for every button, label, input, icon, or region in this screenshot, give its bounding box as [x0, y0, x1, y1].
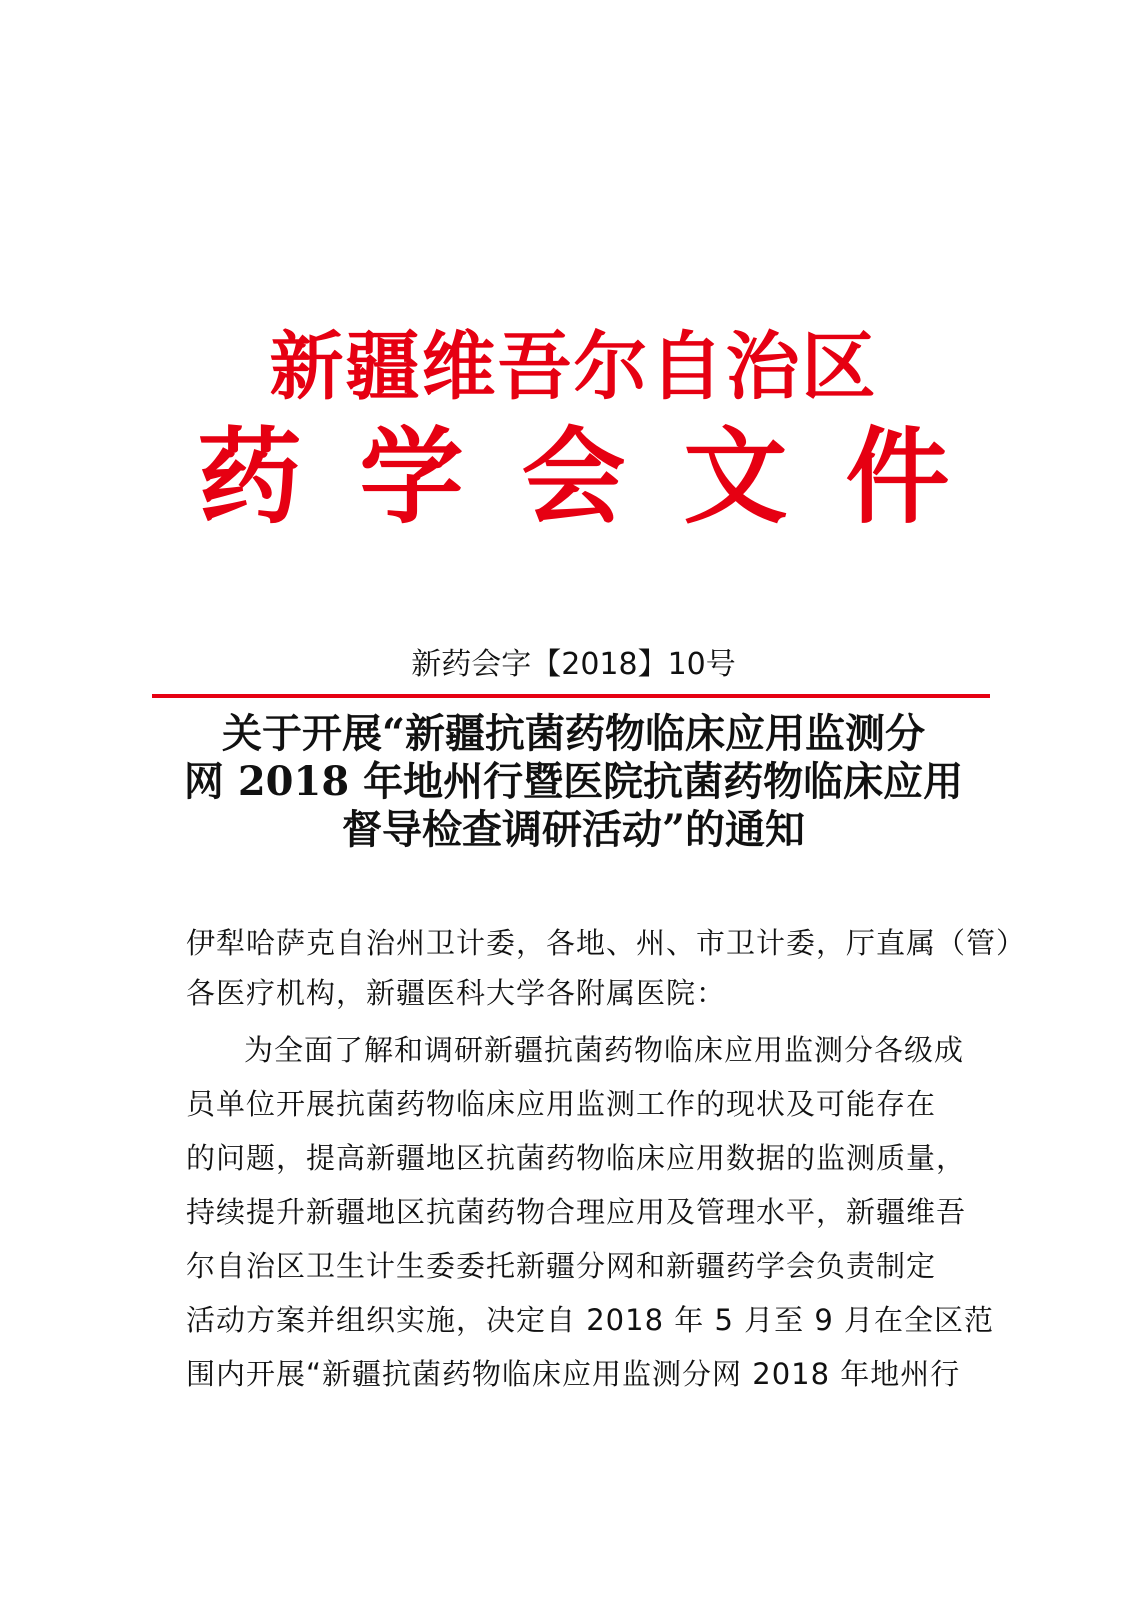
body-line: 为全面了解和调研新疆抗菌药物临床应用监测分各级成: [244, 1033, 965, 1067]
body-line: 的问题，提高新疆地区抗菌药物临床应用数据的监测质量，: [186, 1141, 967, 1175]
document-type-heading: 药学会文件: [197, 415, 1008, 538]
issuing-organization: 新疆维吾尔自治区: [269, 324, 878, 410]
body-line: 围内开展“新疆抗菌药物临床应用监测分网 2018 年地州行: [186, 1357, 961, 1391]
notice-title: [150, 710, 997, 854]
red-divider: [152, 694, 990, 698]
body-paragraph: [186, 1023, 995, 1401]
body-line: 尔自治区卫生计生委委托新疆分网和新疆药学会负责制定: [186, 1249, 937, 1283]
salutation-line: 各医疗机构，新疆医科大学各附属医院：: [186, 976, 727, 1010]
body-line: 员单位开展抗菌药物临床应用监测工作的现状及可能存在: [186, 1087, 937, 1121]
salutation: [186, 918, 1027, 1018]
title-line: 督导检查调研活动”的通知: [341, 806, 805, 853]
salutation-line: 伊犁哈萨克自治州卫计委，各地、州、市卫计委，厅直属（管）: [186, 926, 1027, 960]
document-number: 新药会字【2018】10号: [411, 647, 736, 682]
body-line: 持续提升新疆地区抗菌药物合理应用及管理水平，新疆维吾: [186, 1195, 967, 1229]
body-line: 活动方案并组织实施，决定自 2018 年 5 月至 9 月在全区范: [186, 1303, 995, 1337]
title-line: 关于开展“新疆抗菌药物临床应用监测分: [221, 710, 925, 757]
title-line: 网 2018 年地州行暨医院抗菌药物临床应用: [183, 758, 964, 805]
